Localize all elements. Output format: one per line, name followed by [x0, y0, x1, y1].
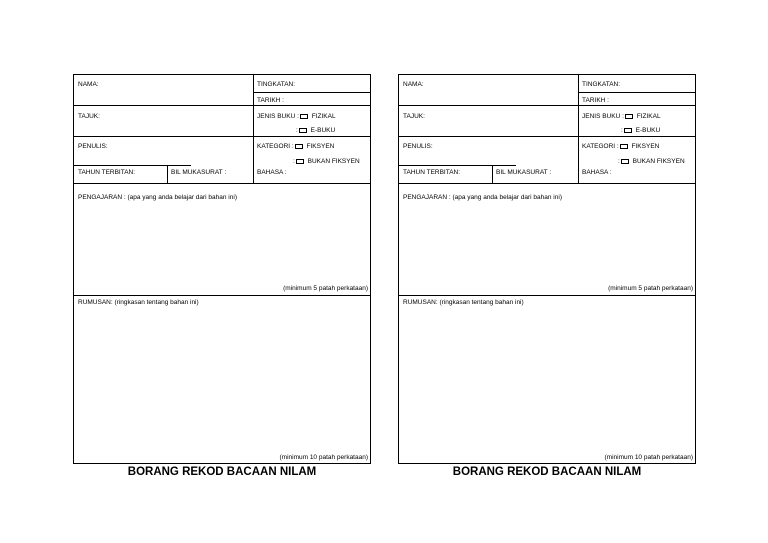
ebuku-label: E-BUKU	[310, 127, 336, 135]
min10-note: (minimum 10 patah perkataan)	[604, 454, 693, 461]
bahasa-label: BAHASA :	[257, 169, 287, 176]
bil-mukasurat-label: BIL MUKASURAT :	[496, 169, 552, 176]
divider	[399, 105, 695, 106]
kategori-label: KATEGORI :	[257, 143, 294, 151]
bahasa-label: BAHASA :	[582, 169, 612, 176]
kategori-row	[257, 144, 334, 151]
jenis-buku-row	[257, 114, 336, 121]
fizikal-checkbox[interactable]	[625, 114, 633, 119]
ebuku-label: E-BUKU	[635, 127, 661, 135]
rumusan-label: RUMUSAN: (ringkasan tentang bahan ini)	[78, 299, 199, 306]
fiksyen-checkbox[interactable]	[295, 144, 303, 149]
fiksyen-label: FIKSYEN	[631, 143, 660, 151]
jenis-buku-label: JENIS BUKU :	[582, 113, 624, 121]
min5-note: (minimum 5 patah perkataan)	[283, 285, 368, 292]
bukan-prefix: :	[293, 158, 295, 166]
divider	[399, 295, 695, 296]
divider	[253, 92, 370, 93]
tahun-terbitan-label: TAHUN TERBITAN:	[78, 169, 136, 176]
min5-note: (minimum 5 patah perkataan)	[608, 285, 693, 292]
tarikh-label: TARIKH :	[582, 97, 609, 104]
fiksyen-checkbox[interactable]	[620, 144, 628, 149]
divider	[399, 136, 695, 137]
divider	[74, 183, 370, 184]
tingkatan-label: TINGKATAN:	[582, 81, 621, 88]
fizikal-label: FIZIKAL	[311, 113, 336, 121]
divider	[578, 92, 695, 93]
fizikal-label: FIZIKAL	[636, 113, 661, 121]
nama-label: NAMA:	[403, 81, 424, 88]
bukan-fiksyen-row	[618, 159, 685, 166]
bukan-fiksyen-checkbox[interactable]	[621, 159, 629, 164]
fiksyen-label: FIKSYEN	[306, 143, 335, 151]
penulis-label: PENULIS:	[78, 143, 108, 150]
tajuk-label: TAJUK:	[78, 113, 100, 120]
reading-record-form-left	[73, 74, 371, 464]
bil-mukasurat-label: BIL MUKASURAT :	[171, 169, 227, 176]
ebuku-checkbox[interactable]	[624, 128, 632, 133]
column-divider-bil	[167, 165, 168, 183]
divider	[74, 136, 370, 137]
jenis-buku-row	[582, 114, 661, 121]
divider	[399, 165, 516, 166]
divider	[74, 105, 370, 106]
tingkatan-label: TINGKATAN:	[257, 81, 296, 88]
min10-note: (minimum 10 patah perkataan)	[279, 454, 368, 461]
kategori-label: KATEGORI :	[582, 143, 619, 151]
form-title-left: BORANG REKOD BACAAN NILAM	[127, 466, 317, 478]
tajuk-label: TAJUK:	[403, 113, 425, 120]
kategori-row	[582, 144, 659, 151]
ebuku-prefix: :	[296, 127, 298, 135]
bukan-fiksyen-label: BUKAN FIKSYEN	[307, 158, 360, 166]
bukan-fiksyen-checkbox[interactable]	[296, 159, 304, 164]
ebuku-row	[296, 128, 335, 135]
pengajaran-label: PENGAJARAN : (apa yang anda belajar dari bahan ini)	[403, 194, 562, 201]
rumusan-label: RUMUSAN: (ringkasan tentang bahan ini)	[403, 299, 524, 306]
ebuku-checkbox[interactable]	[299, 128, 307, 133]
pengajaran-label: PENGAJARAN : (apa yang anda belajar dari bahan ini)	[78, 194, 237, 201]
bukan-prefix: :	[618, 158, 620, 166]
fizikal-checkbox[interactable]	[300, 114, 308, 119]
ebuku-row	[621, 128, 660, 135]
divider	[399, 183, 695, 184]
nama-label: NAMA:	[78, 81, 99, 88]
jenis-buku-label: JENIS BUKU :	[257, 113, 299, 121]
ebuku-prefix: :	[621, 127, 623, 135]
bukan-fiksyen-label: BUKAN FIKSYEN	[632, 158, 685, 166]
reading-record-form-right	[398, 74, 696, 464]
divider	[74, 295, 370, 296]
penulis-label: PENULIS:	[403, 143, 433, 150]
bukan-fiksyen-row	[293, 159, 360, 166]
divider	[74, 165, 191, 166]
column-divider-bil	[492, 165, 493, 183]
tahun-terbitan-label: TAHUN TERBITAN:	[403, 169, 461, 176]
tarikh-label: TARIKH :	[257, 97, 284, 104]
form-title-right: BORANG REKOD BACAAN NILAM	[452, 466, 642, 478]
